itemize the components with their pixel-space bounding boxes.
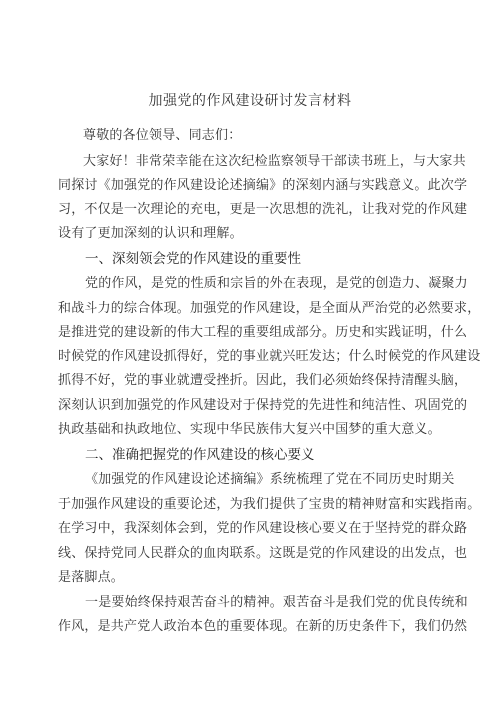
para-3-line-2: 作风，是共产党人政治本色的重要体现。在新的历史条件下，我们仍然 [58,619,468,634]
section-1-line-7: 执政基础和执政地位、实现中华民族伟大复兴中国梦的重大意义。 [58,422,441,437]
intro-line-3: 习，不仅是一次理论的充电，更是一次思想的洗礼，让我对党的作风建 [58,202,468,217]
intro-line-4: 设有了更加深刻的认识和理解。 [58,226,243,241]
document-title: 加强党的作风建设研讨发言材料 [148,93,352,109]
section-2-line-1: 《加强党的作风建设论述摘编》系统梳理了党在不同历史时期关 [85,472,455,487]
section-2-heading: 二、准确把握党的作风建设的核心要义 [85,447,315,463]
section-1-heading: 一、深刻领会党的作风建设的重要性 [85,251,301,267]
section-2-line-4: 线、保持党同人民群众的血肉联系。这既是党的作风建设的出发点，也 [58,546,468,561]
salutation: 尊敬的各位领导、同志们： [83,128,242,143]
section-1-line-1: 党的作风，是党的性质和宗旨的外在表现，是党的创造力、凝聚力 [85,276,468,291]
intro-line-2: 同探讨《加强党的作风建设论述摘编》的深刻内涵与实践意义。此次学 [58,178,468,193]
section-1-line-3: 是推进党的建设新的伟大工程的重要组成部分。历史和实践证明，什么 [58,325,468,340]
section-2-line-5: 是落脚点。 [58,570,125,585]
section-1-line-6: 深刻认识到加强党的作风建设对于保持党的先进性和纯洁性、巩固党的 [58,398,468,413]
section-2-line-3: 在学习中，我深刻体会到，党的作风建设核心要义在于坚持党的群众路 [58,521,468,536]
section-1-line-5: 抓得不好，党的事业就遭受挫折。因此，我们必须始终保持清醒头脑， [58,373,468,388]
section-1-line-2: 和战斗力的综合体现。加强党的作风建设，是全面从严治党的必然要求， [58,301,481,316]
section-1-line-4: 时候党的作风建设抓得好，党的事业就兴旺发达；什么时候党的作风建设 [58,349,481,364]
section-2-line-2: 于加强作风建设的重要论述，为我们提供了宝贵的精神财富和实践指南。 [58,497,481,512]
intro-line-1: 大家好！非常荣幸能在这次纪检监察领导干部读书班上，与大家共 [83,154,466,169]
para-3-line-1: 一是要始终保持艰苦奋斗的精神。艰苦奋斗是我们党的优良传统和 [85,595,468,610]
